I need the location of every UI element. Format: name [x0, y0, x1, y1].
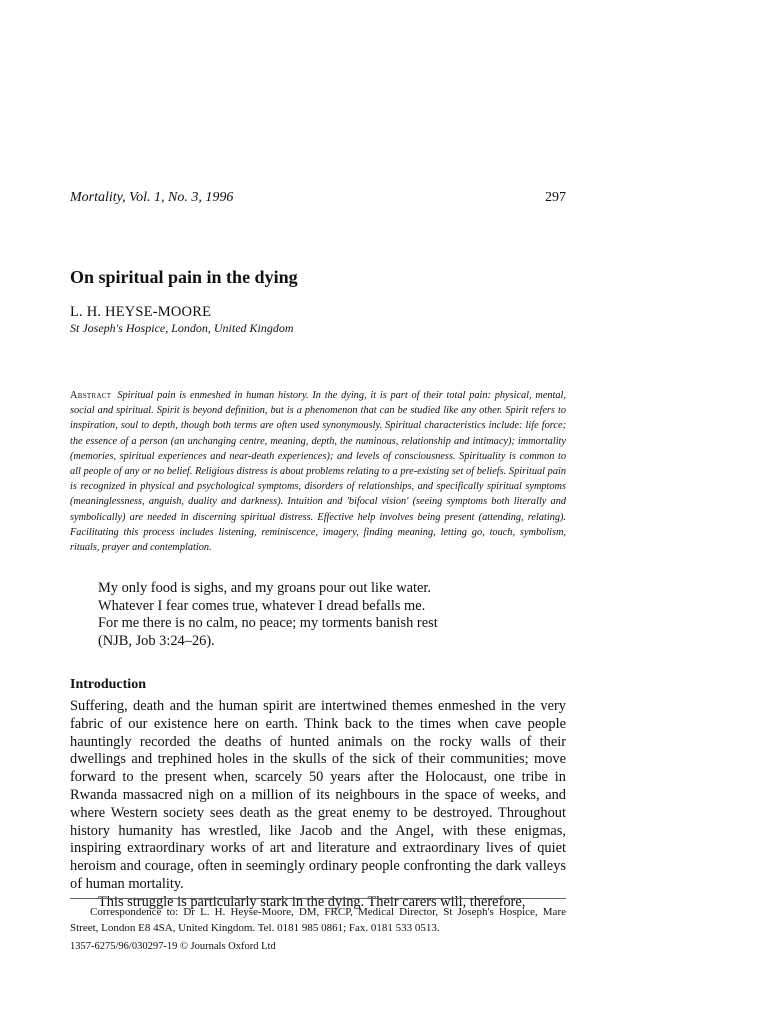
abstract-label: Abstract — [70, 390, 112, 401]
journal-page — [70, 0, 566, 1024]
epigraph-line: My only food is sighs, and my groans pour out like water. — [98, 580, 431, 596]
journal-citation: Mortality, Vol. 1, No. 3, 1996 — [70, 190, 234, 205]
introduction-body — [70, 698, 566, 912]
epigraph — [98, 580, 538, 650]
epigraph-line: Whatever I fear comes true, whatever I dread befalls me. — [98, 597, 426, 614]
body-paragraph: Suffering, death and the human spirit are intertwined themes enmeshed in the very fabric of our existence here on earth. Think back to the times when cave people hauntingly recorded the deaths of hunted animals on the rocky walls of their dwellings and trephined holes in the skulls of the sick of their communities; move forward to the present when, scarcely 50 years after the Holocaust, one tribe in Rwanda massacred nigh on a million of its neighbours in the space of weeks, and where Western society sees death as the great enemy to be destroyed. Throughout history humanity has wrestled, like Jacob and the Angel, with these enigmas, inspiring extraordinary works of art and literature and extraordinary lives of quiet heroism and courage, often in seemingly ordinary people confronting the dark valleys of human mortality. — [70, 698, 566, 892]
body-paragraph: This struggle is particularly stark in the dying. Their carers will, therefore, — [98, 893, 526, 910]
abstract-text: Spiritual pain is enmeshed in human history. In the dying, it is part of their total pain: physical, mental, social and spiritual. Spirit is beyond definition, but is a phenomenon that can be studied like any other. Spirit refers to inspiration, soul to depth, though both terms are often used synonymously. Spiritual characteristics include: life force; the essence of a person (an unchanging centre, meaning, depth, the numinous, relationship and intimacy); immortality (memories, spiritual experiences and near-death experiences); and levels of consciousness. Spirituality is common to all people of any or no belief. Religious distress is about problems relating to a pre-existing set of beliefs. Spiritual pain is recognized in physical and psychological symptoms, disorders of relationships, and specifically spiritual symptoms (meaninglessness, anguish, duality and darkness). Intuition and 'bifocal vision' (seeing symptoms both literally and symbolically) are needed in discerning spiritual distress. Effective help involves being present (attending, relating). Facilitating this process includes listening, reminiscence, imagery, finding meaning, letting go, touch, symbolism, rituals, prayer and contemplation. — [70, 390, 566, 554]
author-name: L. H. HEYSE-MOORE — [70, 304, 212, 320]
abstract — [70, 388, 566, 555]
author-affiliation: St Joseph's Hospice, London, United Kingdom — [70, 321, 294, 335]
page-number: 297 — [545, 190, 566, 205]
running-head — [70, 189, 566, 207]
section-heading-introduction: Introduction — [70, 677, 146, 692]
issn-line: 1357-6275/96/030297-19 © Journals Oxford Ltd — [70, 941, 276, 952]
epigraph-source: (NJB, Job 3:24–26). — [98, 632, 215, 649]
epigraph-line: For me there is no calm, no peace; my torments banish rest — [98, 615, 438, 631]
correspondence-footnote: Correspondence to: Dr L. H. Heyse-Moore, DM, FRCP, Medical Director, St Joseph's Hospice, Mare Street, London E8 4SA, United Kingdom. Tel. 0181 985 0861; Fax. 0181 533 0513. — [70, 906, 566, 934]
article-title: On spiritual pain in the dying — [70, 267, 298, 287]
footnote-divider — [70, 898, 566, 899]
